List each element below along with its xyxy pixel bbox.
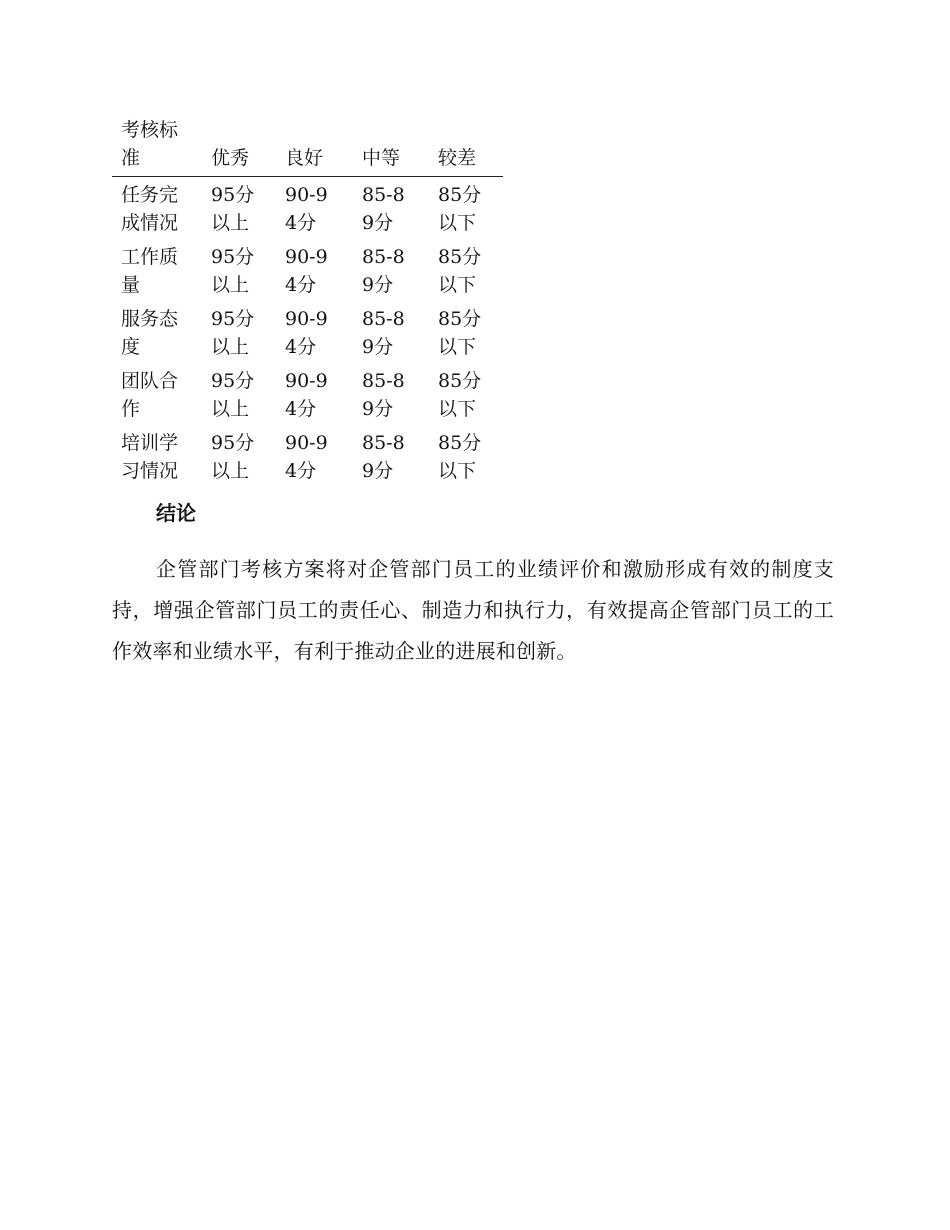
table-row	[112, 367, 503, 429]
row-poor-cell: 85分以下	[438, 432, 482, 482]
row-criteria-cell: 任务完成情况	[121, 184, 179, 234]
table-row	[112, 305, 503, 367]
header-criteria: 考核标准	[112, 116, 211, 177]
row-excellent-cell: 95分以上	[211, 246, 255, 296]
table-row	[112, 177, 503, 244]
row-good-cell: 90-94分	[285, 432, 328, 482]
row-poor-cell: 85分以下	[438, 246, 482, 296]
row-excellent-cell: 95分以上	[211, 432, 255, 482]
row-poor-cell: 85分以下	[438, 184, 482, 234]
row-excellent-cell: 95分以上	[211, 184, 255, 234]
row-good-cell: 90-94分	[285, 370, 328, 420]
row-average-cell: 85-89分	[362, 370, 405, 420]
row-average-cell: 85-89分	[362, 184, 405, 234]
row-good-cell: 90-94分	[285, 246, 328, 296]
header-good: 良好	[285, 116, 362, 177]
header-average: 中等	[362, 116, 438, 177]
table-header-row	[112, 116, 503, 177]
table-row	[112, 243, 503, 305]
conclusion-heading: 结论	[156, 501, 196, 525]
table-row	[112, 429, 503, 491]
row-average-cell: 85-89分	[362, 246, 405, 296]
row-criteria-cell: 工作质量	[121, 246, 179, 296]
row-excellent-cell: 95分以上	[211, 370, 255, 420]
row-criteria-cell: 团队合作	[121, 370, 179, 420]
row-criteria-cell: 服务态度	[121, 308, 179, 358]
row-average-cell: 85-89分	[362, 432, 405, 482]
row-poor-cell: 85分以下	[438, 370, 482, 420]
conclusion-paragraph: 企管部门考核方案将对企管部门员工的业绩评价和激励形成有效的制度支持，增强企管部门员工的责任心、制造力和执行力，有效提高企管部门员工的工作效率和业绩水平，有利于推动企业的进展和创新。	[112, 557, 834, 663]
header-poor: 较差	[438, 116, 503, 177]
row-poor-cell: 85分以下	[438, 308, 482, 358]
header-excellent: 优秀	[211, 116, 285, 177]
row-average-cell: 85-89分	[362, 308, 405, 358]
row-good-cell: 90-94分	[285, 184, 328, 234]
row-criteria-cell: 培训学习情况	[121, 432, 179, 482]
row-excellent-cell: 95分以上	[211, 308, 255, 358]
assessment-criteria-table	[112, 116, 503, 491]
row-good-cell: 90-94分	[285, 308, 328, 358]
